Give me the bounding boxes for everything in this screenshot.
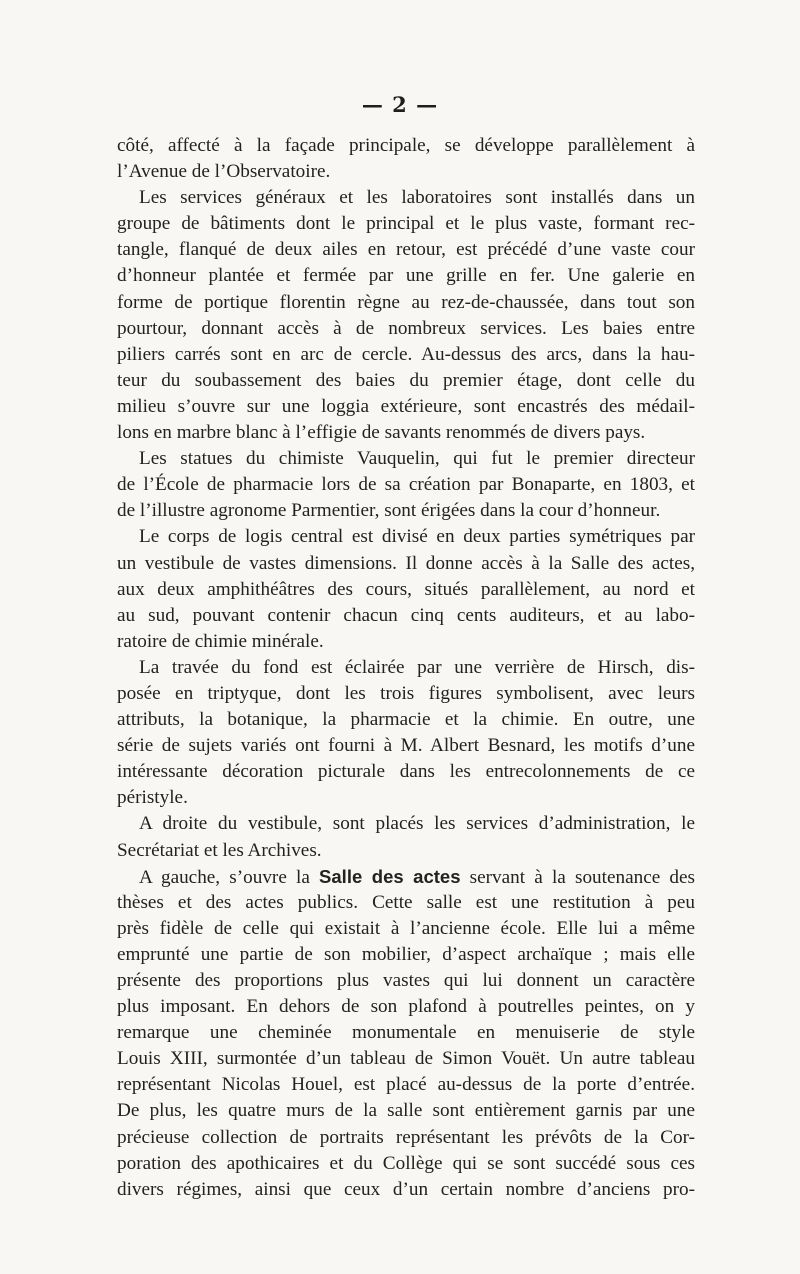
paragraph-7-line-11: précieuse collection de portraits représentant les prévôts de la Cor-: [117, 1126, 695, 1148]
page-number: — 2 —: [361, 92, 439, 117]
paragraph-3-line-1: Les statues du chimiste Vauquelin, qui fut le premier directeur: [139, 448, 695, 470]
paragraph-5-line-3: attributs, la botanique, la pharmacie et la chimie. En outre, une: [117, 709, 695, 731]
paragraph-3-line-3: de l’illustre agronome Parmentier, sont érigées dans la cour d’honneur.: [117, 500, 661, 522]
paragraph-4-line-5: ratoire de chimie minérale.: [117, 630, 324, 652]
paragraph-7-line-3: près fidèle de celle qui existait à l’ancienne école. Elle lui a même: [117, 917, 695, 939]
salle-des-actes-term: Salle des actes: [319, 865, 461, 887]
paragraph-6-line-2: Secrétariat et les Archives.: [117, 839, 322, 861]
paragraph-2-line-3: tangle, flanqué de deux ailes en retour, est précédé d’une vaste cour: [117, 239, 695, 261]
paragraph-1-line-2: l’Avenue de l’Observatoire.: [117, 161, 331, 183]
paragraph-2-line-7: piliers carrés sont en arc de cercle. Au-dessus des arcs, dans la hau-: [117, 343, 695, 365]
paragraph-2-line-9: milieu s’ouvre sur une loggia extérieure, sont encastrés des médail-: [117, 395, 695, 417]
paragraph-3-line-2: de l’École de pharmacie lors de sa création par Bonaparte, en 1803, et: [117, 474, 695, 496]
paragraph-5-line-6: péristyle.: [117, 787, 188, 809]
paragraph-7-line-10: De plus, les quatre murs de la salle sont entièrement garnis par une: [117, 1100, 695, 1122]
paragraph-7-line-2: thèses et des actes publics. Cette salle est une restitution à peu: [117, 891, 695, 913]
paragraph-7-line-4: emprunté une partie de son mobilier, d’aspect archaïque ; mais elle: [117, 943, 695, 965]
body-text: [117, 133, 695, 1203]
paragraph-4-line-4: au sud, pouvant contenir chacun cinq cents auditeurs, et au labo-: [117, 604, 695, 626]
paragraph-1-line-1: côté, affecté à la façade principale, se développe parallèlement à: [117, 135, 695, 156]
paragraph-5-line-1: La travée du fond est éclairée par une verrière de Hirsch, dis-: [139, 656, 695, 678]
paragraph-6-line-1: A droite du vestibule, sont placés les services d’administration, le: [139, 813, 695, 835]
paragraph-2-line-5: forme de portique florentin règne au rez-de-chaussée, dans tout son: [117, 291, 695, 313]
paragraph-7-line-7: remarque une cheminée monumentale en menuiserie de style: [117, 1022, 695, 1044]
paragraph-4-line-3: aux deux amphithéâtres des cours, situés parallèlement, au nord et: [117, 578, 695, 600]
paragraph-2-line-4: d’honneur plantée et fermée par une grille en fer. Une galerie en: [117, 265, 695, 287]
paragraph-7-line-12: poration des apothicaires et du Collège qui se sont succédé sous ces: [117, 1152, 695, 1174]
paragraph-2-line-6: pourtour, donnant accès à de nombreux services. Les baies entre: [117, 317, 695, 339]
paragraph-5-line-5: intéressante décoration picturale dans les entrecolonnements de ce: [117, 761, 695, 783]
paragraph-2-line-10: lons en marbre blanc à l’effigie de savants renommés de divers pays.: [117, 422, 646, 444]
paragraph-2-line-8: teur du soubassement des baies du premier étage, dont celle du: [117, 369, 695, 391]
paragraph-7-line-1-before: A gauche, s’ouvre la: [139, 866, 320, 888]
paragraph-7-line-13: divers régimes, ainsi que ceux d’un certain nombre d’anciens pro-: [117, 1178, 695, 1200]
paragraph-7-line-6: plus imposant. En dehors de son plafond à poutrelles peintes, on y: [117, 996, 695, 1018]
paragraph-7-line-9: représentant Nicolas Houel, est placé au-dessus de la porte d’entrée.: [117, 1074, 695, 1096]
paragraph-7-line-8: Louis XIII, surmontée d’un tableau de Simon Vouët. Un autre tableau: [117, 1048, 695, 1070]
paragraph-2-line-2: groupe de bâtiments dont le principal et le plus vaste, formant rec-: [117, 213, 695, 235]
paragraph-2-line-1: Les services généraux et les laboratoires sont installés dans un: [139, 187, 695, 209]
paragraph-4-line-2: un vestibule de vastes dimensions. Il donne accès à la Salle des actes,: [117, 552, 695, 574]
paragraph-5-line-4: série de sujets variés ont fourni à M. Albert Besnard, les motifs d’une: [117, 735, 695, 757]
paragraph-4-line-1: Le corps de logis central est divisé en deux parties symétriques par: [139, 526, 695, 548]
paragraph-5-line-2: posée en triptyque, dont les trois figures symbolisent, avec leurs: [117, 682, 695, 704]
paragraph-7-line-5: présente des proportions plus vastes qui lui donnent un caractère: [117, 970, 695, 991]
paragraph-7-line-1-after: servant à la soutenance des: [460, 866, 695, 888]
paragraph-7-line-1: [117, 864, 695, 890]
